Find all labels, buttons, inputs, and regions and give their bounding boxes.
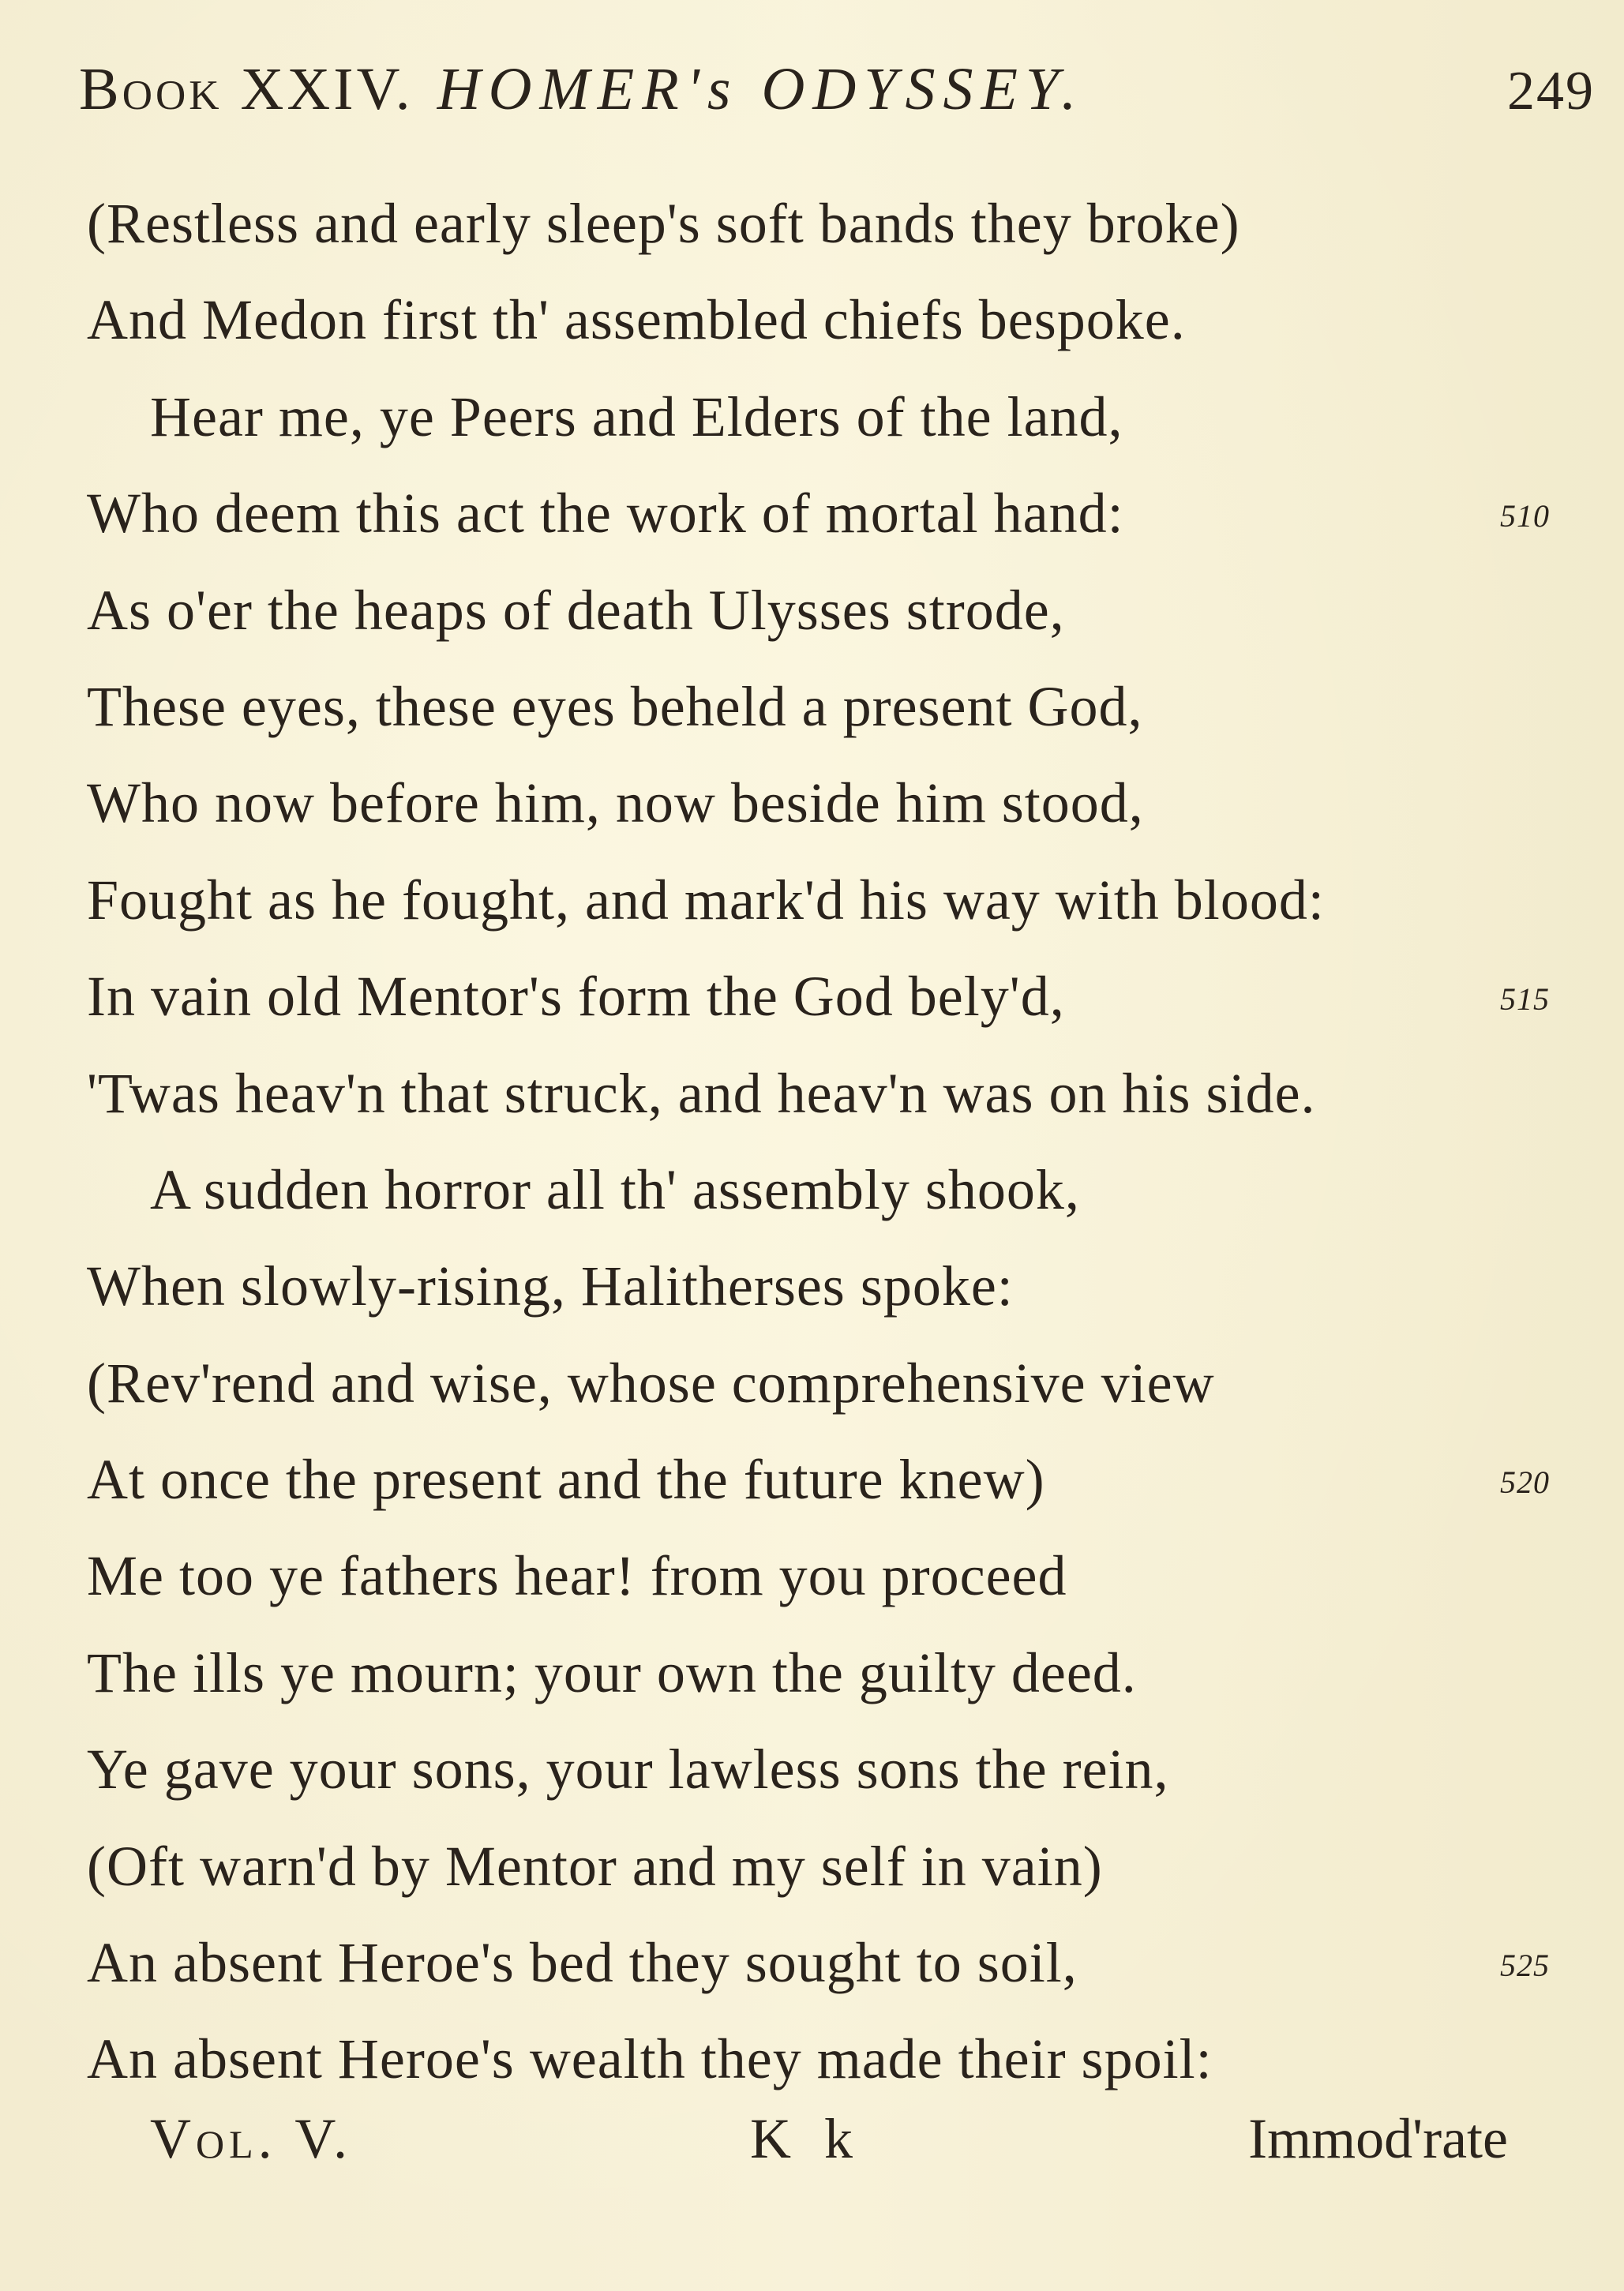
poem-line — [87, 1431, 1571, 1528]
line-text: (Restless and early sleep's soft bands they broke) — [87, 192, 1240, 255]
poem-text — [87, 175, 1571, 2108]
catchword: Immod'rate — [1248, 2107, 1508, 2170]
poem-line — [87, 658, 1571, 755]
line-text: (Rev'rend and wise, whose comprehensive view — [87, 1351, 1215, 1415]
line-text: When slowly-rising, Halitherses spoke: — [87, 1254, 1014, 1318]
poem-line — [87, 369, 1571, 465]
poem-line — [87, 1142, 1571, 1238]
volume-label: Vol. V. — [150, 2107, 353, 2170]
line-text: Ye gave your sons, your lawless sons the rein, — [87, 1738, 1169, 1802]
poem-line — [87, 1238, 1571, 1334]
line-text: 'Twas heav'n that struck, and heav'n was on his side. — [87, 1061, 1316, 1125]
running-header — [79, 55, 1595, 142]
line-text: A sudden horror all th' assembly shook, — [150, 1157, 1080, 1221]
line-number: 520 — [1500, 1464, 1550, 1501]
poem-line — [87, 465, 1571, 561]
book-label: Book XXIV. — [79, 56, 414, 122]
running-title — [79, 55, 1084, 124]
poem-line — [87, 2011, 1571, 2107]
line-text: An absent Heroe's wealth they made their spoil: — [87, 2027, 1213, 2091]
line-number: 515 — [1500, 981, 1550, 1018]
line-text: Who now before him, now beside him stood, — [87, 771, 1144, 835]
line-text: (Oft warn'd by Mentor and my self in vain) — [87, 1834, 1103, 1898]
poem-line — [87, 1045, 1571, 1142]
line-number: 525 — [1500, 1948, 1550, 1984]
line-text: These eyes, these eyes beheld a present God, — [87, 674, 1143, 738]
poem-line — [87, 1528, 1571, 1624]
line-number: 510 — [1500, 498, 1550, 534]
poem-line — [87, 1914, 1571, 2011]
book-title: HOMER's ODYSSEY. — [437, 56, 1085, 122]
line-text: And Medon first th' assembled chiefs bespoke. — [87, 288, 1186, 352]
page-footer — [150, 2106, 1508, 2185]
signature-mark: K k — [750, 2107, 862, 2170]
poem-line — [87, 1625, 1571, 1721]
poem-line — [87, 852, 1571, 948]
poem-line — [87, 755, 1571, 851]
poem-line — [87, 1818, 1571, 1914]
poem-line — [87, 175, 1571, 272]
poem-line — [87, 1721, 1571, 1817]
poem-line — [87, 562, 1571, 658]
poem-line — [87, 948, 1571, 1044]
line-text: In vain old Mentor's form the God bely'd, — [87, 965, 1065, 1029]
line-text: Hear me, ye Peers and Elders of the land, — [150, 384, 1123, 448]
line-text: Who deem this act the work of mortal hand: — [87, 482, 1124, 546]
line-text: Me too ye fathers hear! from you proceed — [87, 1544, 1067, 1608]
page-number: 249 — [1507, 61, 1595, 122]
poem-line — [87, 272, 1571, 368]
line-text: At once the present and the future knew) — [87, 1448, 1045, 1512]
line-text: The ills ye mourn; your own the guilty deed. — [87, 1640, 1137, 1704]
poem-line — [87, 1335, 1571, 1431]
line-text: An absent Heroe's bed they sought to soil, — [87, 1931, 1078, 1995]
line-text: As o'er the heaps of death Ulysses strode, — [87, 578, 1065, 642]
line-text: Fought as he fought, and mark'd his way with blood: — [87, 868, 1325, 932]
